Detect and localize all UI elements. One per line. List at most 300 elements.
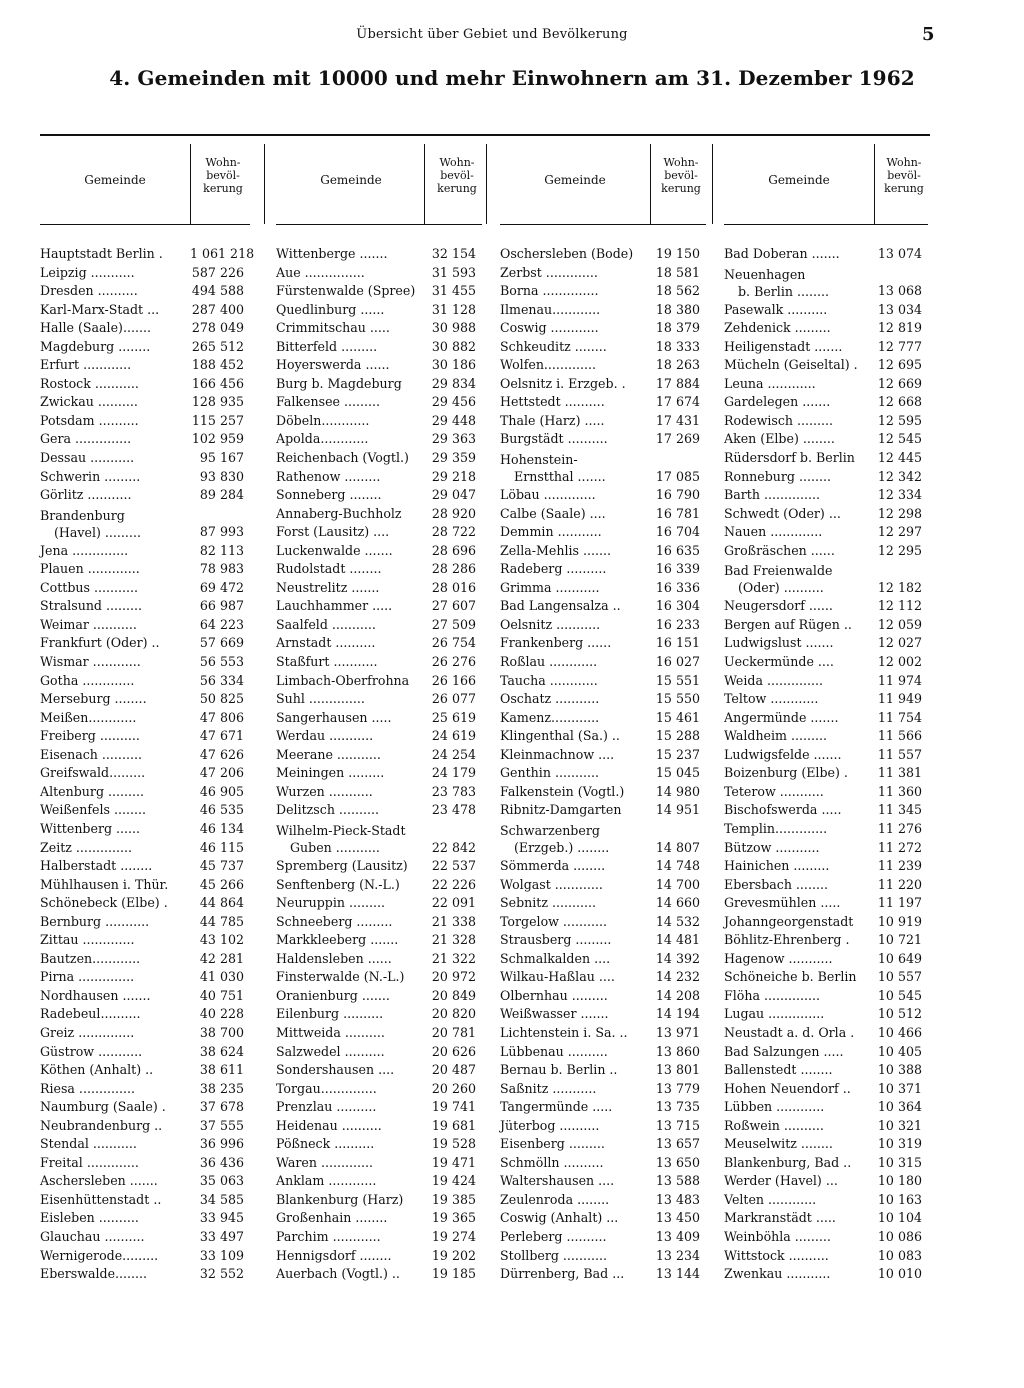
table-row <box>276 1209 482 1228</box>
gemeinde-name: Wilkau-Haßlau .... <box>500 969 615 985</box>
table-row <box>40 542 250 561</box>
population-value: 12 334 <box>877 487 922 503</box>
population-value: 19 741 <box>431 1099 476 1115</box>
table-row <box>276 356 482 375</box>
gemeinde-name: Bernburg ........... <box>40 913 150 929</box>
population-value: 10 649 <box>877 950 922 966</box>
table-row <box>724 1172 928 1191</box>
population-value: 10 315 <box>877 1154 922 1170</box>
population-value: 13 588 <box>655 1173 700 1189</box>
population-value: 50 825 <box>199 691 244 707</box>
gemeinde-name: Pirna .............. <box>40 969 135 985</box>
gemeinde-name: Waldheim ......... <box>724 728 828 744</box>
gemeinde-name: Haldensleben ...... <box>276 950 392 966</box>
gemeinde-name: Meißen............ <box>40 709 137 725</box>
population-value: 20 781 <box>431 1024 476 1040</box>
population-header: Wohn- bevöl- kerung <box>884 156 924 195</box>
population-value: 14 660 <box>655 895 700 911</box>
population-value: 28 016 <box>431 579 476 595</box>
gemeinde-name: Schneeberg ......... <box>276 913 393 929</box>
table-row <box>724 1191 928 1210</box>
population-value: 10 466 <box>877 1024 922 1040</box>
gemeinde-name: Köthen (Anhalt) .. <box>40 1062 154 1078</box>
population-value: 28 722 <box>431 524 476 540</box>
gemeinde-name: Schmölln .......... <box>500 1154 604 1170</box>
table-row <box>40 1098 250 1117</box>
gemeinde-name: Torgelow ........... <box>500 913 607 929</box>
gemeinde-name: Hennigsdorf ........ <box>276 1247 392 1263</box>
table-row <box>500 1080 706 1099</box>
table-row <box>724 616 928 635</box>
gemeinde-name: Oschersleben (Bode) <box>500 246 634 261</box>
gemeinde-name: Demmin ........... <box>500 524 602 540</box>
table-row <box>276 876 482 895</box>
population-value: 16 704 <box>655 524 700 540</box>
population-value: 40 751 <box>199 987 244 1003</box>
population-value: 19 528 <box>431 1136 476 1152</box>
table-row <box>724 1005 928 1024</box>
gemeinde-name: Zwenkau ........... <box>724 1266 831 1282</box>
table-row <box>724 1265 928 1284</box>
table-row <box>40 876 250 895</box>
table-row <box>500 1098 706 1117</box>
population-value: 15 237 <box>655 746 700 762</box>
population-value: 12 027 <box>877 635 922 651</box>
population-value: 32 552 <box>199 1266 244 1282</box>
population-value: 16 304 <box>655 598 700 614</box>
gemeinde-name: Schöneiche b. Berlin <box>724 969 857 985</box>
gemeinde-name: Ilmenau............ <box>500 301 601 317</box>
gemeinde-name: Plauen ............. <box>40 561 140 577</box>
column-group-4 <box>724 136 928 1316</box>
gemeinde-name: Coswig (Anhalt) ... <box>500 1210 619 1226</box>
gemeinde-header: Gemeinde <box>768 173 830 187</box>
population-value: 28 696 <box>431 542 476 558</box>
population-value: 12 669 <box>877 375 922 391</box>
population-value: 26 276 <box>431 654 476 670</box>
table-row <box>724 1117 928 1136</box>
gemeinde-name: Calbe (Saale) .... <box>500 505 606 521</box>
gemeinde-name: Hagenow ........... <box>724 950 833 966</box>
gemeinde-name: Rodewisch ......... <box>724 412 834 428</box>
table-row <box>500 1154 706 1173</box>
gemeinde-name: Eisenach .......... <box>40 746 142 762</box>
population-value: 47 626 <box>199 746 244 762</box>
gemeinde-name: Rathenow ......... <box>276 468 381 484</box>
gemeinde-name: Bitterfeld ......... <box>276 338 378 354</box>
table-row <box>500 412 706 431</box>
population-value: 11 272 <box>877 839 922 855</box>
gemeinde-name: Velten ............ <box>724 1191 817 1207</box>
gemeinde-name: Brandenburg (Havel) ......... <box>40 507 141 540</box>
population-value: 12 342 <box>877 468 922 484</box>
population-value: 10 180 <box>877 1173 922 1189</box>
gemeinde-name: Zeitz .............. <box>40 839 132 855</box>
table-row <box>40 1135 250 1154</box>
population-value: 29 834 <box>431 375 476 391</box>
gemeinde-name: Döbeln............ <box>276 412 370 428</box>
table-row <box>40 764 250 783</box>
table-row <box>500 1247 706 1266</box>
table-row <box>724 245 928 264</box>
table-row <box>724 820 928 839</box>
table-row <box>724 987 928 1006</box>
population-value: 11 974 <box>877 672 922 688</box>
population-value: 14 481 <box>655 932 700 948</box>
table-row <box>724 857 928 876</box>
gemeinde-name: Barth .............. <box>724 487 821 503</box>
population-value: 30 186 <box>431 357 476 373</box>
population-value: 13 074 <box>877 246 922 261</box>
table-row <box>500 820 706 857</box>
table-row <box>40 245 255 264</box>
population-value: 13 971 <box>655 1024 700 1040</box>
population-value: 19 150 <box>655 246 700 261</box>
population-value: 40 228 <box>199 1006 244 1022</box>
population-value: 43 102 <box>199 932 244 948</box>
population-value: 10 083 <box>877 1247 922 1263</box>
column-header <box>500 136 706 225</box>
gemeinde-name: Zittau ............. <box>40 932 135 948</box>
gemeinde-name: Genthin ........... <box>500 765 599 781</box>
table-row <box>724 931 928 950</box>
population-value: 11 381 <box>877 765 922 781</box>
gemeinde-name: Schkeuditz ........ <box>500 338 607 354</box>
table-row <box>40 375 250 394</box>
gemeinde-name: Auerbach (Vogtl.) .. <box>276 1266 400 1282</box>
gemeinde-name: Lugau .............. <box>724 1006 825 1022</box>
population-value: 66 987 <box>199 598 244 614</box>
table-row <box>40 449 250 468</box>
gemeinde-name: Wismar ............ <box>40 654 141 670</box>
table-row <box>500 560 706 579</box>
table-row <box>40 857 250 876</box>
gemeinde-name: Heiligenstadt ....... <box>724 338 843 354</box>
population-value: 17 085 <box>655 468 700 484</box>
population-value: 24 254 <box>431 746 476 762</box>
gemeinde-name: Reichenbach (Vogtl.) <box>276 450 409 466</box>
table-row <box>276 801 482 820</box>
population-value: 12 777 <box>877 338 922 354</box>
table-row <box>276 282 482 301</box>
population-header: Wohn- bevöl- kerung <box>437 156 477 195</box>
population-value: 10 721 <box>877 932 922 948</box>
table-row <box>724 839 928 858</box>
gemeinde-name: Markranstädt ..... <box>724 1210 836 1226</box>
population-value: 36 436 <box>199 1154 244 1170</box>
gemeinde-name: Großräschen ...... <box>724 542 835 558</box>
gemeinde-name: Arnstadt .......... <box>276 635 376 651</box>
population-value: 21 322 <box>431 950 476 966</box>
gemeinde-name: Stralsund ......... <box>40 598 143 614</box>
gemeinde-name: Lauchhammer ..... <box>276 598 393 614</box>
gemeinde-name: Leuna ............ <box>724 375 816 391</box>
gemeinde-name: Mühlhausen i. Thür. <box>40 876 169 892</box>
table-row <box>500 301 706 320</box>
table-row <box>500 1265 706 1284</box>
population-value: 23 478 <box>431 802 476 818</box>
gemeinde-name: Dessau ........... <box>40 450 135 466</box>
gemeinde-name: Bischofswerda ..... <box>724 802 842 818</box>
table-row <box>500 505 706 524</box>
population-value: 17 674 <box>655 394 700 410</box>
gemeinde-name: Luckenwalde ....... <box>276 542 393 558</box>
table-row <box>724 727 928 746</box>
gemeinde-name: Ebersbach ........ <box>724 876 828 892</box>
gemeinde-name: Jena .............. <box>40 542 129 558</box>
population-value: 16 339 <box>655 561 700 577</box>
gemeinde-name: Blankenburg, Bad .. <box>724 1154 852 1170</box>
gemeinde-name: Flöha .............. <box>724 987 821 1003</box>
table-row <box>40 653 250 672</box>
gemeinde-name: Zeulenroda ........ <box>500 1191 610 1207</box>
population-value: 17 884 <box>655 375 700 391</box>
table-row <box>276 505 482 524</box>
gemeinde-name: Klingenthal (Sa.) .. <box>500 728 620 744</box>
gemeinde-name: Burg b. Magdeburg <box>276 375 402 391</box>
population-value: 35 063 <box>199 1173 244 1189</box>
table-row <box>276 913 482 932</box>
population-value: 14 700 <box>655 876 700 892</box>
table-row <box>40 356 250 375</box>
gemeinde-name: Ballenstedt ........ <box>724 1062 833 1078</box>
population-value: 20 820 <box>431 1006 476 1022</box>
table-row <box>40 1209 250 1228</box>
table-row <box>276 412 482 431</box>
table-row <box>276 245 482 264</box>
table-row <box>724 393 928 412</box>
column-group-1 <box>40 136 255 1316</box>
gemeinde-name: Oelsnitz ........... <box>500 616 601 632</box>
gemeinde-name: Zerbst ............. <box>500 264 598 280</box>
gemeinde-name: Bautzen............ <box>40 950 141 966</box>
population-value: 82 113 <box>199 542 244 558</box>
population-value: 31 128 <box>431 301 476 317</box>
gemeinde-name: Wurzen ........... <box>276 783 373 799</box>
gemeinde-name: Böhlitz-Ehrenberg . <box>724 932 850 948</box>
population-value: 13 068 <box>877 283 922 299</box>
population-value: 12 295 <box>877 542 922 558</box>
table-row <box>276 857 482 876</box>
gemeinde-name: Boizenburg (Elbe) . <box>724 765 848 781</box>
gemeinde-name: Stendal ........... <box>40 1136 137 1152</box>
population-value: 36 996 <box>199 1136 244 1152</box>
gemeinde-name: Rostock ........... <box>40 375 139 391</box>
gemeinde-name: Eilenburg .......... <box>276 1006 384 1022</box>
gemeinde-name: Löbau ............. <box>500 487 596 503</box>
population-value: 12 112 <box>877 598 922 614</box>
gemeinde-name: Spremberg (Lausitz) <box>276 858 408 874</box>
population-value: 29 363 <box>431 431 476 447</box>
population-value: 12 182 <box>877 579 922 595</box>
population-value: 14 194 <box>655 1006 700 1022</box>
gemeinde-name: Riesa .............. <box>40 1080 135 1096</box>
table-row <box>40 1265 250 1284</box>
table-row <box>276 301 482 320</box>
table-row <box>276 746 482 765</box>
population-value: 12 668 <box>877 394 922 410</box>
population-value: 64 223 <box>199 616 244 632</box>
gemeinde-name: Werdau ........... <box>276 728 374 744</box>
population-value: 29 359 <box>431 450 476 466</box>
table-row <box>500 634 706 653</box>
population-value: 16 790 <box>655 487 700 503</box>
table-row <box>500 245 706 264</box>
gemeinde-name: Senftenberg (N.-L.) <box>276 876 400 892</box>
table-row <box>40 690 250 709</box>
gemeinde-name: Schwarzenberg (Erzgeb.) ........ <box>500 822 610 855</box>
population-value: 115 257 <box>191 412 244 428</box>
gemeinde-name: Sonneberg ........ <box>276 487 382 503</box>
gemeinde-name: Meuselwitz ........ <box>724 1136 833 1152</box>
gemeinde-name: Sondershausen .... <box>276 1062 395 1078</box>
gemeinde-name: Ludwigslust ....... <box>724 635 834 651</box>
gemeinde-name: Anklam ............ <box>276 1173 377 1189</box>
table-row <box>276 690 482 709</box>
gemeinde-name: Bergen auf Rügen .. <box>724 616 852 632</box>
gemeinde-name: Meerane ........... <box>276 746 381 762</box>
population-value: 20 260 <box>431 1080 476 1096</box>
population-value: 34 585 <box>199 1191 244 1207</box>
table-row <box>500 653 706 672</box>
table-row <box>276 264 482 283</box>
population-value: 11 557 <box>877 746 922 762</box>
population-value: 93 830 <box>199 468 244 484</box>
gemeinde-name: Wilhelm-Pieck-Stadt Guben ........... <box>276 822 406 855</box>
table-row <box>500 709 706 728</box>
table-row <box>724 449 928 468</box>
table-row <box>40 820 250 839</box>
gemeinde-name: Olbernhau ......... <box>500 987 608 1003</box>
table-row <box>500 430 706 449</box>
population-value: 14 532 <box>655 913 700 929</box>
population-value: 22 842 <box>431 839 476 855</box>
population-value: 17 431 <box>655 412 700 428</box>
population-value: 13 735 <box>655 1099 700 1115</box>
table-row <box>276 968 482 987</box>
table-row <box>500 393 706 412</box>
population-value: 28 920 <box>431 505 476 521</box>
gemeinde-name: Zella-Mehlis ....... <box>500 542 612 558</box>
gemeinde-name: Stollberg ........... <box>500 1247 607 1263</box>
gemeinde-name: Sangerhausen ..... <box>276 709 392 725</box>
gemeinde-name: Bad Langensalza .. <box>500 598 621 614</box>
gemeinde-name: Rüdersdorf b. Berlin <box>724 450 855 466</box>
table-row <box>276 1043 482 1062</box>
gemeinde-name: Gardelegen ....... <box>724 394 831 410</box>
table-row <box>724 1228 928 1247</box>
population-value: 26 754 <box>431 635 476 651</box>
population-value: 10 086 <box>877 1228 922 1244</box>
population-value: 95 167 <box>199 450 244 466</box>
gemeinde-name: Lübbenau .......... <box>500 1043 608 1059</box>
table-row <box>40 560 250 579</box>
population-value: 33 497 <box>199 1228 244 1244</box>
gemeinde-name: Roßwein .......... <box>724 1117 824 1133</box>
table-row <box>724 894 928 913</box>
gemeinde-name: Cottbus ........... <box>40 579 139 595</box>
population-value: 13 779 <box>655 1080 700 1096</box>
gemeinde-name: Limbach-Oberfrohna <box>276 672 410 688</box>
table-row <box>40 579 250 598</box>
table-row <box>276 1191 482 1210</box>
table-row <box>724 468 928 487</box>
table-row <box>724 505 928 524</box>
table-row <box>40 1117 250 1136</box>
table-row <box>276 727 482 746</box>
table-row <box>724 430 928 449</box>
gemeinde-header: Gemeinde <box>544 173 606 187</box>
gemeinde-name: Strausberg ......... <box>500 932 612 948</box>
gemeinde-name: Torgau.............. <box>276 1080 377 1096</box>
population-value: 11 239 <box>877 858 922 874</box>
gemeinde-name: Saalfeld ........... <box>276 616 376 632</box>
table-row <box>500 987 706 1006</box>
population-value: 56 553 <box>199 654 244 670</box>
table-row <box>276 634 482 653</box>
gemeinde-name: Güstrow ........... <box>40 1043 143 1059</box>
population-value: 46 115 <box>199 839 244 855</box>
population-value: 11 345 <box>877 802 922 818</box>
table-row <box>724 968 928 987</box>
population-value: 12 819 <box>877 320 922 336</box>
gemeinde-name: Neugersdorf ...... <box>724 598 833 614</box>
table-row <box>276 375 482 394</box>
population-value: 10 545 <box>877 987 922 1003</box>
population-value: 14 748 <box>655 858 700 874</box>
population-value: 47 806 <box>199 709 244 725</box>
population-value: 38 624 <box>199 1043 244 1059</box>
table-row <box>40 634 250 653</box>
gemeinde-name: Bad Doberan ....... <box>724 246 840 261</box>
table-row <box>724 486 928 505</box>
gemeinde-name: Schwedt (Oder) ... <box>724 505 841 521</box>
gemeinde-name: Parchim ............ <box>276 1228 381 1244</box>
table-row <box>276 1117 482 1136</box>
population-value: 28 286 <box>431 561 476 577</box>
table-row <box>276 1172 482 1191</box>
table-row <box>500 338 706 357</box>
population-value: 12 059 <box>877 616 922 632</box>
gemeinde-name: Hohen Neuendorf .. <box>724 1080 851 1096</box>
gemeinde-name: Zehdenick ......... <box>724 320 831 336</box>
population-value: 18 379 <box>655 320 700 336</box>
table-row <box>276 931 482 950</box>
population-value: 14 807 <box>655 839 700 855</box>
gemeinde-name: Dresden .......... <box>40 283 138 299</box>
population-value: 18 380 <box>655 301 700 317</box>
population-value: 22 226 <box>431 876 476 892</box>
population-value: 12 695 <box>877 357 922 373</box>
gemeinde-name: Johanngeorgenstadt <box>724 913 854 929</box>
gemeinde-name: Tangermünde ..... <box>500 1099 613 1115</box>
population-value: 78 983 <box>199 561 244 577</box>
gemeinde-name: Altenburg ......... <box>40 783 145 799</box>
population-value: 10 557 <box>877 969 922 985</box>
table-row <box>500 1061 706 1080</box>
table-row <box>40 672 250 691</box>
gemeinde-name: Frankenberg ...... <box>500 635 612 651</box>
gemeinde-name: Fürstenwalde (Spree) <box>276 283 416 299</box>
population-value: 10 321 <box>877 1117 922 1133</box>
population-value: 27 509 <box>431 616 476 632</box>
gemeinde-name: Bützow ........... <box>724 839 820 855</box>
gemeinde-name: Zwickau .......... <box>40 394 138 410</box>
gemeinde-name: Werder (Havel) ... <box>724 1173 838 1189</box>
population-value: 42 281 <box>199 950 244 966</box>
population-value: 10 512 <box>877 1006 922 1022</box>
gemeinde-name: Hauptstadt Berlin . <box>40 246 163 261</box>
